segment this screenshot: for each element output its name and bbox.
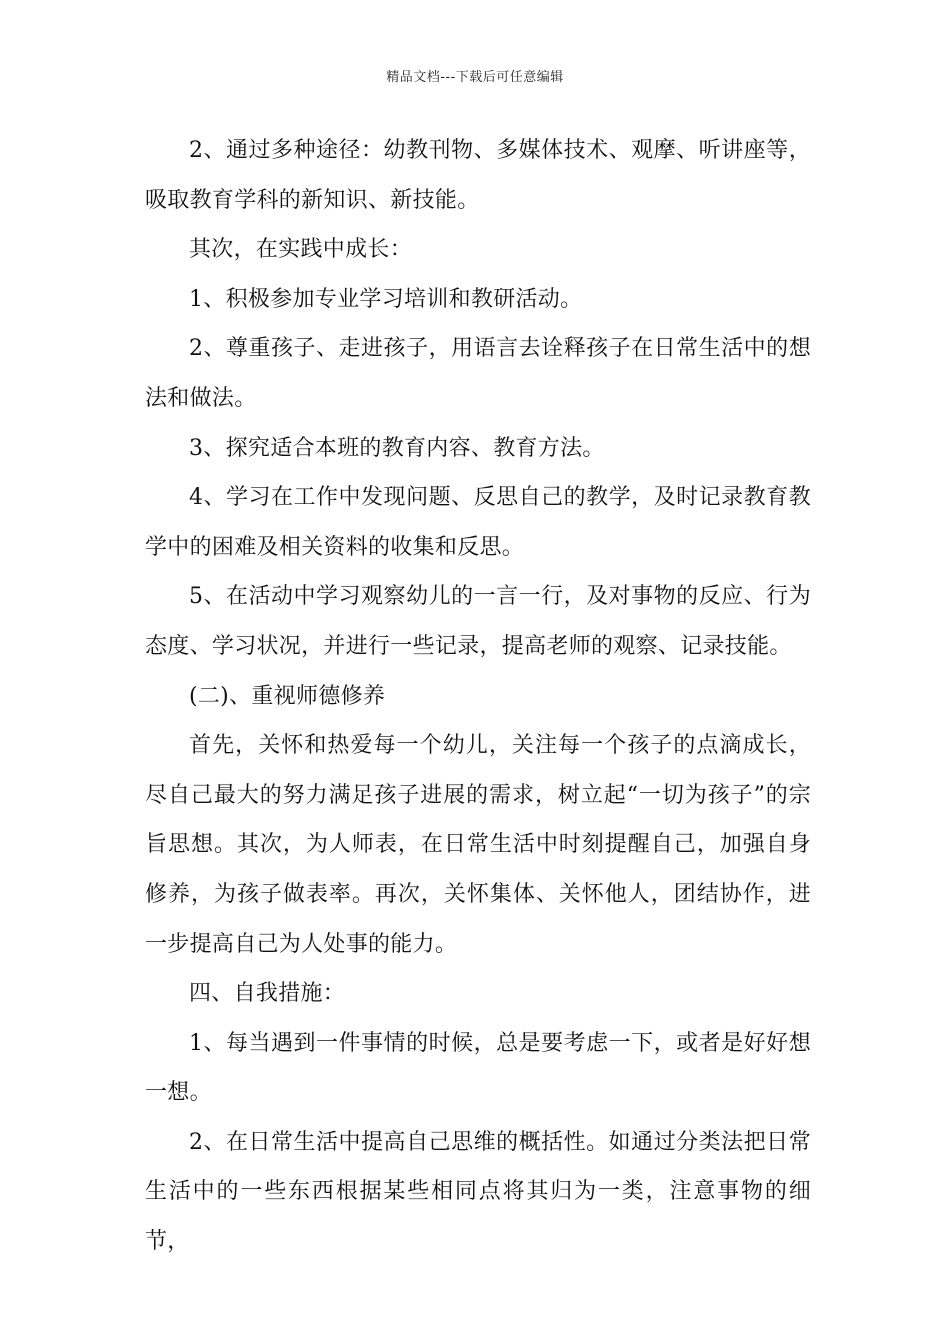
paragraph-3: 1、积极参加专业学习培训和教研活动。	[189, 286, 583, 312]
paragraph-1: 2、通过多种途径：幼教刊物、多媒体技术、观摩、听讲座等，吸取教育学科的新知识、新技能。	[145, 138, 811, 213]
paragraph-6: 4、学习在工作中发现问题、反思自己的教学，及时记录教育教学中的困难及相关资料的收集和反思。	[145, 485, 811, 560]
paragraph-2: 其次，在实践中成长：	[189, 237, 413, 263]
paragraph-9: 首先，关怀和热爱每一个幼儿，关注每一个孩子的点滴成长，尽自己最大的努力满足孩子进展的需求，树立起“一切为孩子”的宗旨思想。其次，为人师表，在日常生活中时刻提醒自己，加强自身修养，为孩子做表率。再次，关怀集体、关怀他人，团结协作，进一步提高自己为人处事的能力。	[145, 733, 811, 957]
section-heading-measures: 四、自我措施：	[189, 981, 346, 1007]
paragraph-11: 1、每当遇到一件事情的时候，总是要考虑一下，或者是好好想一想。	[145, 1030, 811, 1106]
section-heading-ethics: (二)、重视师德修养	[189, 683, 386, 709]
paragraph-5: 3、探究适合本班的教育内容、教育方法。	[189, 435, 605, 461]
paragraph-7: 5、在活动中学习观察幼儿的一言一行，及对事物的反应、行为态度、学习状况，并进行一些记录，提高老师的观察、记录技能。	[145, 584, 811, 659]
paragraph-4: 2、尊重孩子、走进孩子，用语言去诠释孩子在日常生活中的想法和做法。	[145, 336, 811, 411]
document-body	[145, 126, 811, 1267]
page-header: 精品文档---下载后可任意编辑	[386, 70, 564, 85]
paragraph-12: 2、在日常生活中提高自己思维的概括性。如通过分类法把日常生活中的一些东西根据某些相同点将其归为一类，注意事物的细节，	[145, 1129, 811, 1255]
